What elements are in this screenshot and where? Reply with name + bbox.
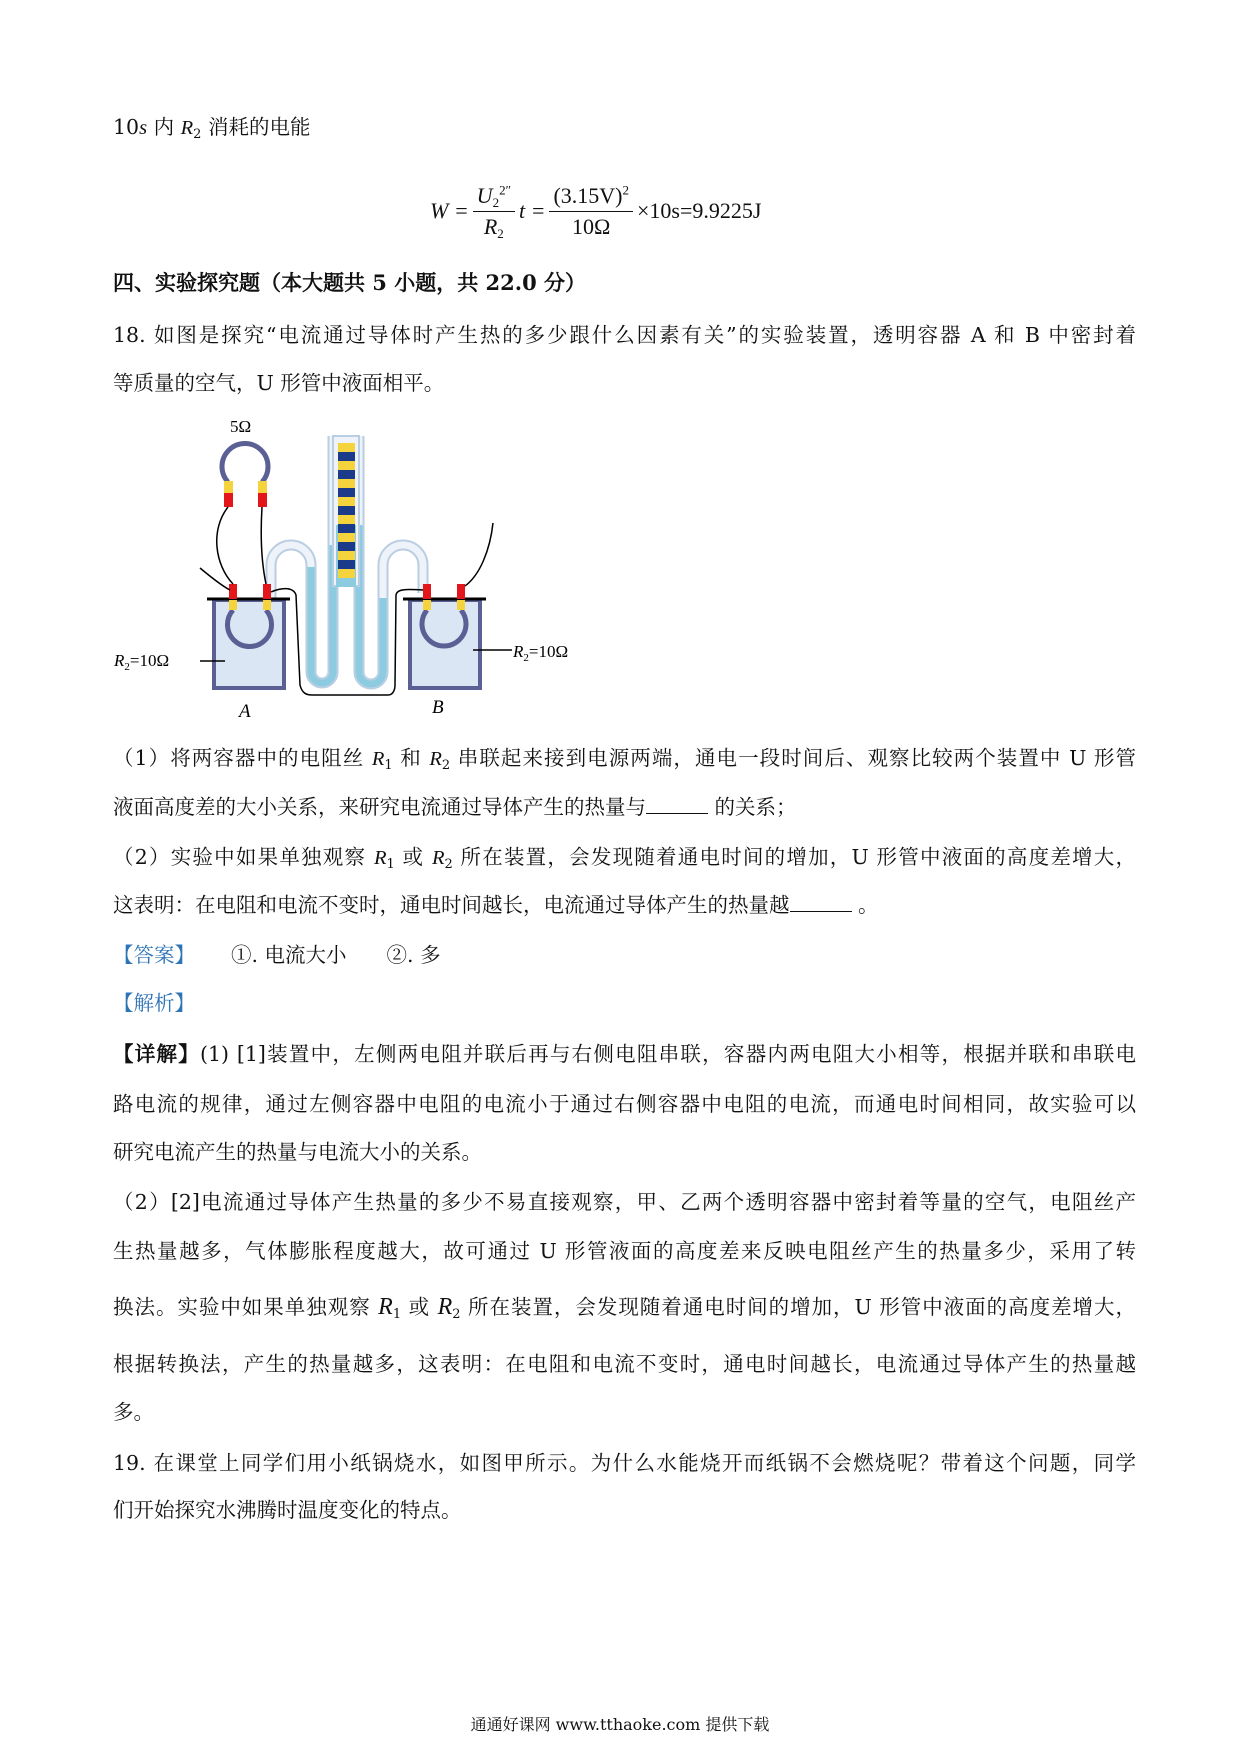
scale-stripe <box>338 542 355 551</box>
label-a: A <box>239 701 251 722</box>
energy-formula <box>430 176 761 246</box>
detail-line <box>113 1041 1136 1067</box>
text: R <box>114 651 125 670</box>
text: 1 <box>384 758 393 773</box>
footer-watermark: 通通好课网 www.tthaoke.com 提供下载 <box>470 1715 770 1734</box>
detail-line: 路电流的规律，通过左侧容器中电阻的电流小于通过右侧容器中电阻的电流，而通电时间相同，故实验可以 <box>113 1092 1136 1116</box>
text: U <box>476 182 493 208</box>
text: R <box>431 847 445 869</box>
text: t = <box>518 198 546 223</box>
detail-line: 生热量越多，气体膨胀程度越大，故可通过 U 形管液面的高度差来反映电阻丝产生的热量多少，采用了转 <box>113 1239 1136 1263</box>
label-r2-right <box>512 642 568 664</box>
text: 的关系； <box>708 795 797 819</box>
scale-stripe <box>338 551 355 560</box>
coil-top-5ohm <box>222 444 268 482</box>
text: 液面高度差的大小关系，来研究电流通过导体产生的热量与 <box>113 795 646 819</box>
scale-stripe <box>338 479 355 488</box>
scale-stripe <box>338 506 355 515</box>
text: 10Ω <box>572 213 611 239</box>
text: s <box>139 117 148 139</box>
q18-part1 <box>113 745 1136 772</box>
detail-line: （2）[2]电流通过导体产生热量的多少不易直接观察，甲、乙两个透明容器中密封着等量的空气，电阻丝产 <box>113 1190 1136 1214</box>
text: 这表明：在电阻和电流不变时，通电时间越长，电流通过导体产生的热量越 <box>113 893 790 917</box>
text: 2 <box>492 194 500 210</box>
text: 串联起来接到电源两端，通电一段时间后、观察比较两个装置中 U 形管 <box>450 746 1136 770</box>
text: R <box>180 117 194 139</box>
detail-line: 研究电流产生的热量与电流大小的关系。 <box>113 1140 482 1164</box>
text: R <box>513 642 524 661</box>
text: =10Ω <box>129 651 170 670</box>
text: 内 <box>147 115 181 139</box>
text: =10Ω <box>528 642 569 661</box>
scale-stripe <box>338 533 355 542</box>
detail-label: 【详解】 <box>113 1042 201 1066</box>
text: 2 <box>441 758 451 773</box>
measuring-scale <box>338 443 355 578</box>
q19-line1: 19. 在课堂上同学们用小纸锅烧水，如图甲所示。为什么水能烧开而纸锅不会燃烧呢？带着这个问题，同学 <box>113 1451 1136 1475</box>
text: 所在装置，会发现随着通电时间的增加，U 形管中液面的高度差增大， <box>452 845 1136 869</box>
text: （1）将两容器中的电阻丝 <box>113 746 372 770</box>
text: (1) [1]装置中，左侧两电阻并联后再与右侧电阻串联，容器内两电阻大小相等，根据并联和串联电 <box>200 1042 1136 1066</box>
text: 消耗的电能 <box>201 115 311 139</box>
q18-line2: 等质量的空气，U 形管中液面相平。 <box>113 371 445 395</box>
text: R <box>371 748 385 770</box>
text: 或 <box>401 1295 438 1319</box>
container-a <box>214 600 284 688</box>
text: R <box>378 1294 393 1320</box>
analysis-label: 【解析】 <box>113 991 195 1015</box>
text: 。 <box>851 893 879 917</box>
text: 2 <box>124 661 130 673</box>
text: ×10s=9.9225J <box>637 198 762 223</box>
scale-stripe <box>338 497 355 506</box>
text: 换法。实验中如果单独观察 <box>113 1295 379 1319</box>
label-b: B <box>432 697 444 718</box>
text: R <box>373 847 387 869</box>
text: (3.15V) <box>553 182 623 208</box>
q18-part2 <box>113 844 1136 871</box>
fraction <box>473 181 515 242</box>
scale-stripe <box>338 560 355 569</box>
answer-blank[interactable] <box>646 795 708 814</box>
text: 1 <box>392 1307 402 1322</box>
text: R <box>483 213 498 239</box>
scale-stripe <box>338 443 355 452</box>
text: R <box>437 1294 453 1320</box>
scale-stripe <box>338 470 355 479</box>
answer-label: 【答案】 <box>113 943 195 967</box>
fraction <box>549 181 633 242</box>
q18-part1-line2 <box>113 794 1136 820</box>
text: 1 <box>386 857 395 872</box>
section-heading: 四、实验探究题（本大题共 5 小题，共 22.0 分） <box>113 270 587 295</box>
scale-stripe <box>338 515 355 524</box>
text: R <box>429 748 442 770</box>
answer-1: ①. 电流大小 <box>231 943 347 967</box>
text: 2 <box>452 1307 461 1322</box>
text: （2）实验中如果单独观察 <box>113 845 374 869</box>
scale-stripe <box>338 461 355 470</box>
scale-stripe <box>338 569 355 578</box>
answer-2: ②. 多 <box>386 943 441 967</box>
q18-part2-line2 <box>113 892 1136 918</box>
q18-line1: 18. 如图是探究“电流通过导体时产生热的多少跟什么因素有关”的实验装置，透明容器 A 和 B 中密封着 <box>113 323 1136 347</box>
text: 2 <box>497 225 504 241</box>
answer-line <box>113 942 1136 968</box>
text: 或 <box>394 845 432 869</box>
detail-line: 根据转换法，产生的热量越多，这表明：在电阻和电流不变时，通电时间越长，电流通过导体产生的热量越 <box>113 1352 1136 1376</box>
text: 和 <box>392 746 430 770</box>
text: 2 <box>622 182 629 198</box>
detail-line: 多。 <box>113 1400 154 1424</box>
text: 2 <box>193 127 202 142</box>
text: 10 <box>113 115 140 139</box>
label-5ohm: 5Ω <box>230 417 252 436</box>
text: 2 <box>444 857 453 872</box>
scale-stripe <box>338 452 355 461</box>
scale-stripe <box>338 524 355 533</box>
intro-line <box>113 114 1136 141</box>
answer-blank[interactable] <box>790 893 852 912</box>
label-r2-left <box>113 651 169 673</box>
text: 2 <box>523 652 529 664</box>
q19-line2: 们开始探究水沸腾时温度变化的特点。 <box>113 1498 462 1522</box>
text: 2″ <box>499 182 511 198</box>
detail-line <box>113 1294 1136 1320</box>
experiment-diagram <box>100 400 620 730</box>
formula-lhs: W = <box>430 198 469 223</box>
scale-stripe <box>338 488 355 497</box>
text: 所在装置，会发现随着通电时间的增加，U 形管中液面的高度差增大， <box>460 1295 1136 1319</box>
